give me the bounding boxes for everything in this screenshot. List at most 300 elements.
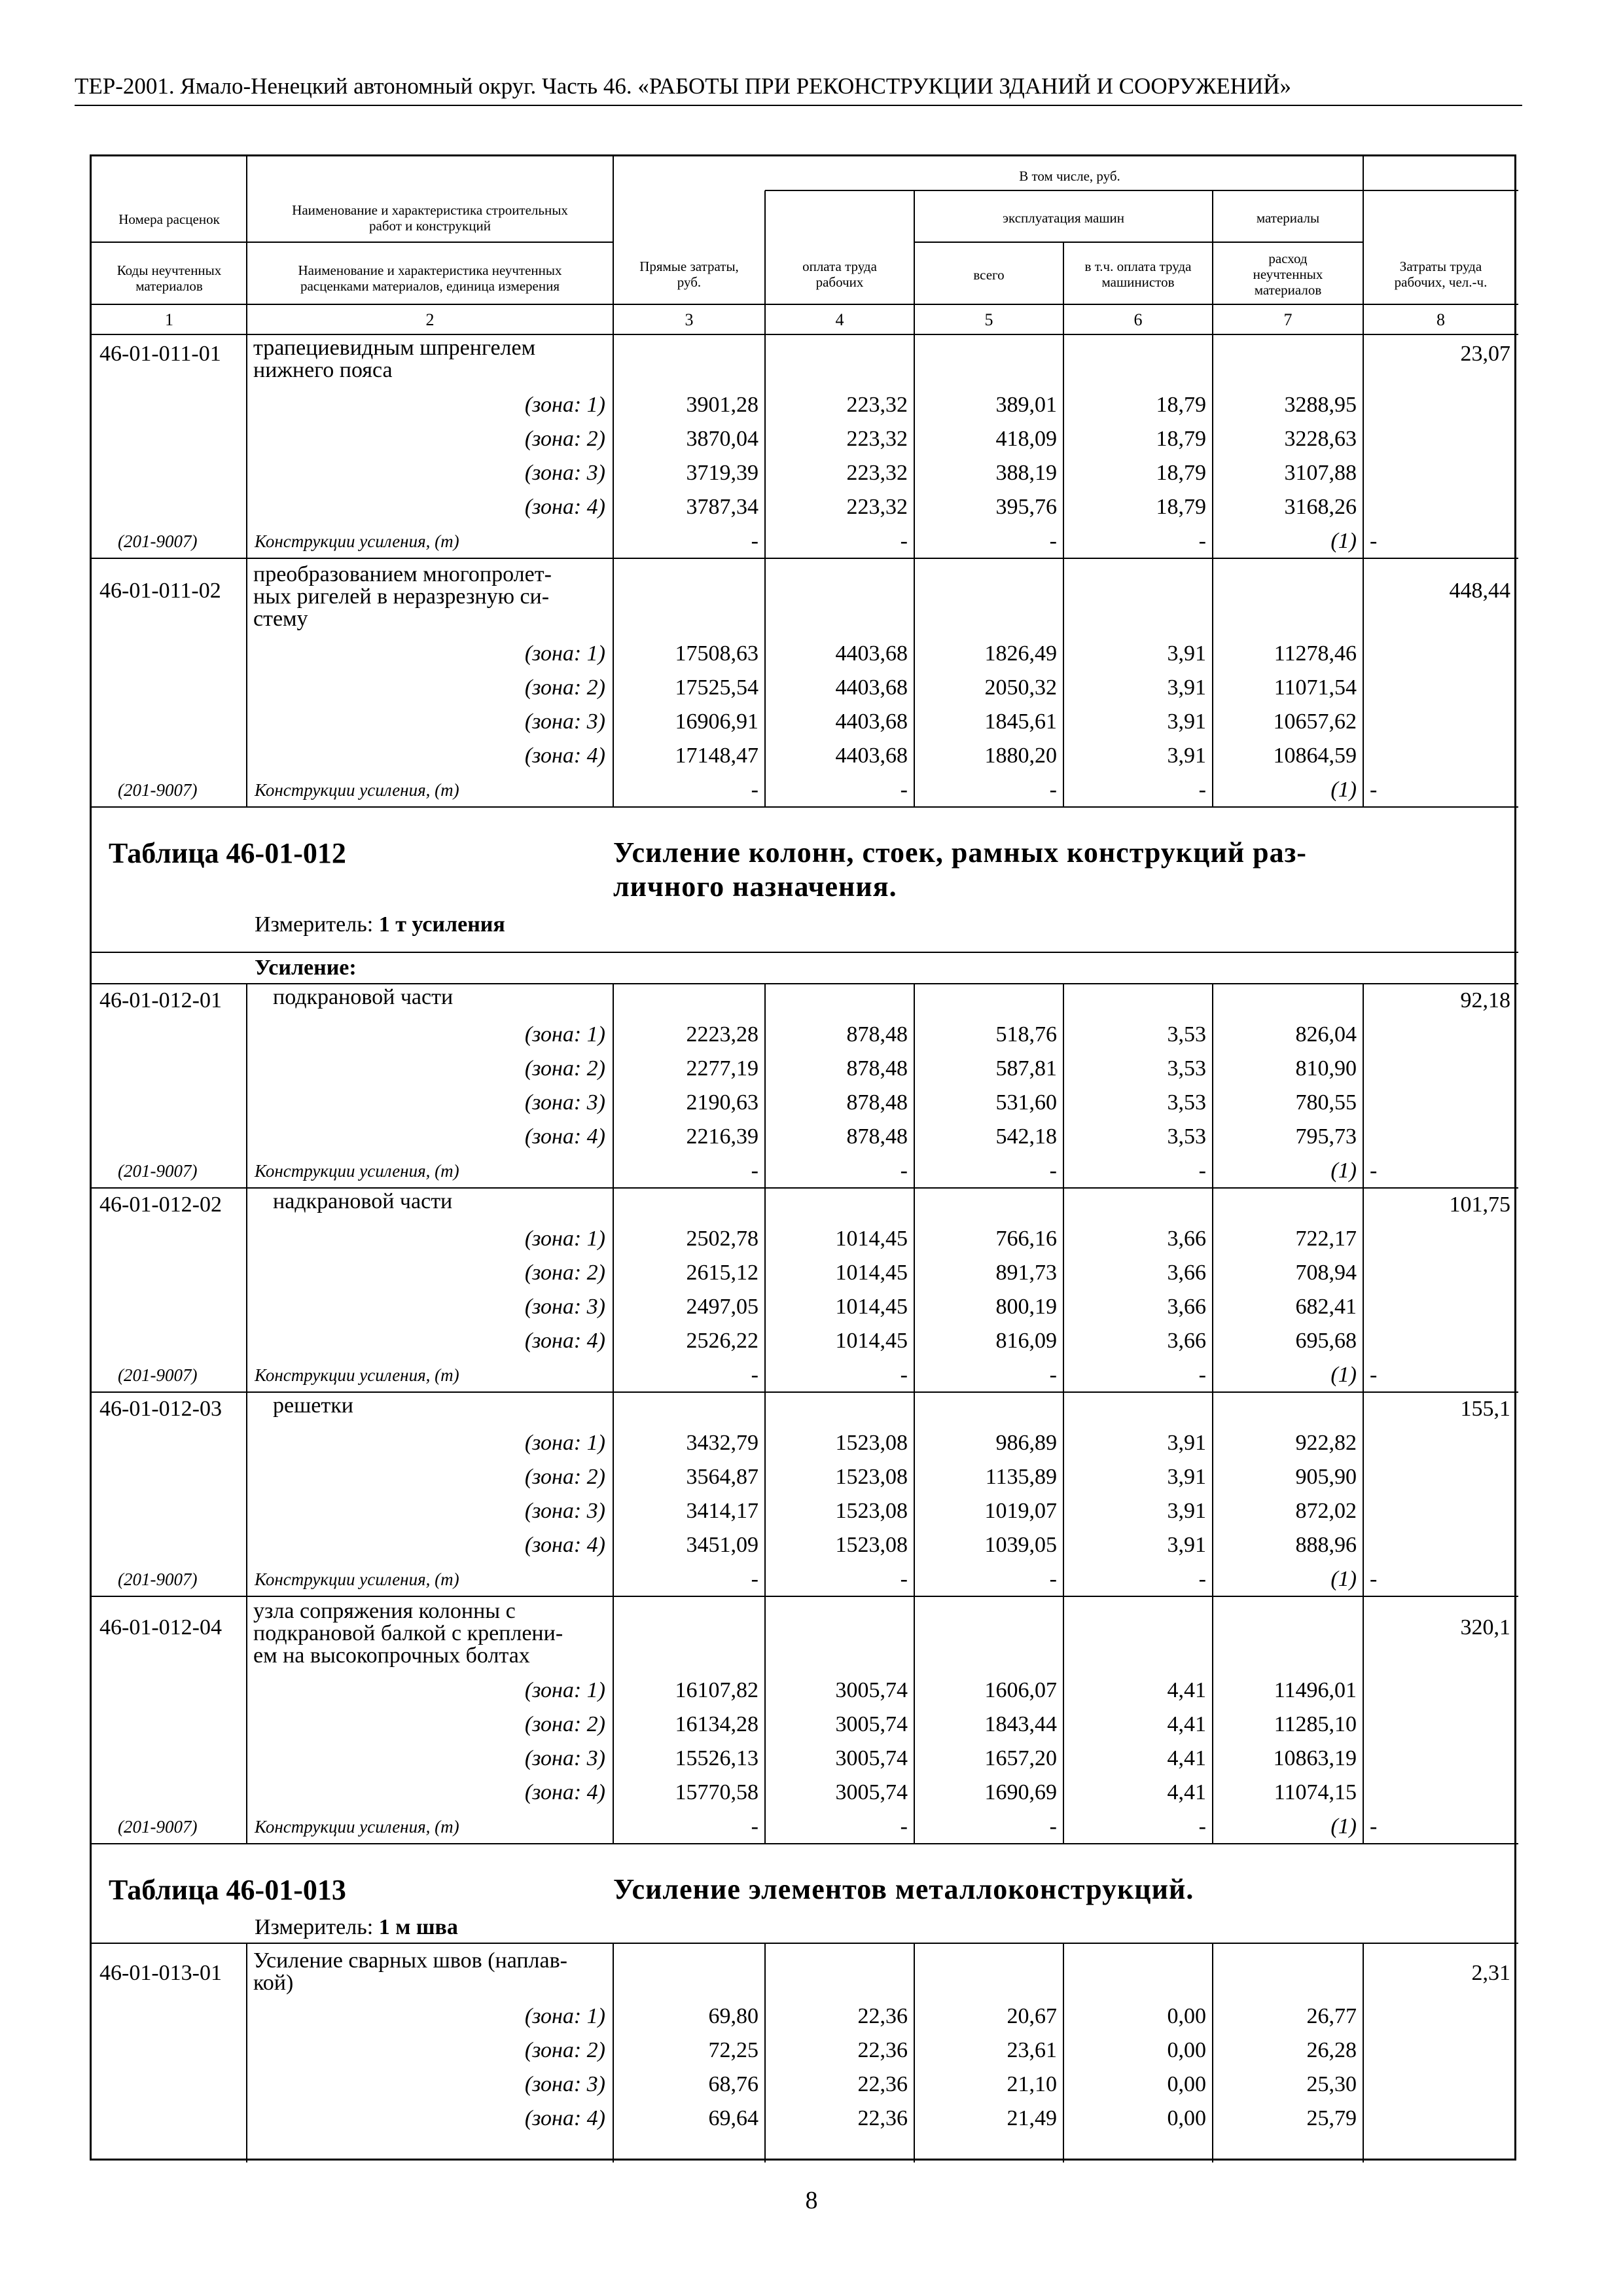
cost-value: 682,41 <box>1295 1295 1357 1319</box>
grid-line <box>92 334 1518 335</box>
grid-line <box>246 984 247 1188</box>
grid-line <box>1063 242 1064 334</box>
grid-line <box>764 190 766 334</box>
price-table <box>90 154 1516 2161</box>
zone-label: (зона: 3) <box>524 461 605 485</box>
cost-value: 10864,59 <box>1273 744 1357 768</box>
column-number: 8 <box>1436 310 1445 329</box>
cost-value: 3414,17 <box>686 1499 758 1523</box>
cost-value: 223,32 <box>846 495 908 519</box>
dash: - <box>1370 1363 1378 1387</box>
dash: - <box>751 1567 758 1591</box>
cost-value: 1014,45 <box>835 1227 908 1251</box>
cost-value: 11278,46 <box>1274 641 1357 666</box>
material-name: Конструкции усиления, (т) <box>255 780 459 800</box>
rate-code: 46-01-012-01 <box>99 988 222 1013</box>
cost-value: 17148,47 <box>675 744 758 768</box>
cost-value: 0,00 <box>1167 2106 1206 2130</box>
cost-value: 389,01 <box>995 393 1057 417</box>
cost-value: 3901,28 <box>686 393 758 417</box>
header-machines: эксплуатация машин <box>1003 210 1124 226</box>
grid-line <box>1363 156 1364 334</box>
grid-line <box>92 952 1518 953</box>
cost-value: 4403,68 <box>835 675 908 700</box>
labor-cost: 2,31 <box>1471 1961 1510 1985</box>
work-name: узла сопряжения колонны с подкрановой балкой с креплени- ем на высокопрочных болтах <box>253 1599 563 1668</box>
cost-value: 3168,26 <box>1284 495 1357 519</box>
cost-value: 25,30 <box>1306 2072 1357 2096</box>
dash: - <box>1198 1363 1206 1387</box>
dash: - <box>1049 1158 1057 1183</box>
cost-value: 69,80 <box>708 2004 758 2028</box>
grid-line <box>1363 1392 1364 1596</box>
cost-value: 223,32 <box>846 461 908 485</box>
cost-value: 25,79 <box>1306 2106 1357 2130</box>
cost-value: 16134,28 <box>675 1712 758 1736</box>
material-code: (201-9007) <box>118 1817 198 1837</box>
rate-code: 46-01-013-01 <box>99 1961 222 1985</box>
grid-line <box>613 1943 614 2162</box>
cost-value: 1014,45 <box>835 1329 908 1353</box>
zone-label: (зона: 2) <box>524 427 605 451</box>
grid-line <box>914 558 915 807</box>
cost-value: 888,96 <box>1295 1533 1357 1557</box>
cost-value: 1606,07 <box>984 1678 1057 1702</box>
grid-line <box>764 1943 766 2162</box>
cost-value: 223,32 <box>846 427 908 451</box>
zone-label: (зона: 1) <box>524 641 605 666</box>
cost-value: 1523,08 <box>835 1533 908 1557</box>
cost-value: 878,48 <box>846 1022 908 1047</box>
cost-value: 17525,54 <box>675 675 758 700</box>
cost-value: 4,41 <box>1167 1746 1206 1770</box>
cost-value: 22,36 <box>857 2038 908 2062</box>
cost-value: 1690,69 <box>984 1780 1057 1804</box>
cost-value: 4,41 <box>1167 1678 1206 1702</box>
measure-unit: 1 т усиления <box>378 912 505 937</box>
cost-value: 905,90 <box>1295 1465 1357 1489</box>
cost-value: 708,94 <box>1295 1261 1357 1285</box>
grid-line <box>764 1596 766 1844</box>
header-group: В том числе, руб. <box>1019 168 1120 184</box>
cost-value: 26,77 <box>1306 2004 1357 2028</box>
grid-line <box>1212 334 1213 558</box>
cost-value: 800,19 <box>995 1295 1057 1319</box>
grid-line <box>92 242 613 243</box>
cost-value: 3288,95 <box>1284 393 1357 417</box>
dash: - <box>1049 778 1057 802</box>
cost-value: 766,16 <box>995 1227 1057 1251</box>
dash: - <box>900 1814 908 1839</box>
material-unit: (1) <box>1330 529 1357 553</box>
grid-line <box>1063 558 1064 807</box>
labor-cost: 320,1 <box>1460 1615 1510 1640</box>
zone-label: (зона: 4) <box>524 744 605 768</box>
material-unit: (1) <box>1330 778 1357 802</box>
grid-line <box>1063 984 1064 1188</box>
table-title: Таблица 46-01-013 <box>109 1874 346 1906</box>
zone-label: (зона: 1) <box>524 1227 605 1251</box>
header-col6: в т.ч. оплата труда машинистов <box>1084 259 1192 290</box>
grid-line <box>92 558 1518 559</box>
grid-line <box>914 1392 915 1596</box>
cost-value: 4403,68 <box>835 709 908 734</box>
grid-line <box>914 242 1363 243</box>
cost-value: 542,18 <box>995 1124 1057 1149</box>
dash: - <box>900 1567 908 1591</box>
cost-value: 1523,08 <box>835 1499 908 1523</box>
cost-value: 816,09 <box>995 1329 1057 1353</box>
grid-line <box>1212 558 1213 807</box>
grid-line <box>246 558 247 807</box>
grid-line <box>1363 1943 1364 2162</box>
cost-value: 3,91 <box>1167 641 1206 666</box>
cost-value: 1843,44 <box>984 1712 1057 1736</box>
material-unit: (1) <box>1330 1158 1357 1183</box>
grid-line <box>246 1188 247 1392</box>
grid-line <box>92 806 1518 808</box>
cost-value: 0,00 <box>1167 2038 1206 2062</box>
grid-line <box>914 984 915 1188</box>
cost-value: 878,48 <box>846 1124 908 1149</box>
dash: - <box>1049 1814 1057 1839</box>
zone-label: (зона: 1) <box>524 393 605 417</box>
table-measure: Измеритель: 1 м шва <box>255 1915 458 1939</box>
column-number: 3 <box>685 310 694 329</box>
cost-value: 0,00 <box>1167 2004 1206 2028</box>
zone-label: (зона: 3) <box>524 1499 605 1523</box>
grid-line <box>92 304 1518 305</box>
work-name: решетки <box>273 1393 353 1418</box>
labor-cost: 92,18 <box>1460 988 1510 1013</box>
cost-value: 518,76 <box>995 1022 1057 1047</box>
dash: - <box>751 778 758 802</box>
cost-value: 2216,39 <box>686 1124 758 1149</box>
cost-value: 3,91 <box>1167 1533 1206 1557</box>
dash: - <box>900 1363 908 1387</box>
rate-code: 46-01-011-02 <box>99 579 221 603</box>
cost-value: 4,41 <box>1167 1712 1206 1736</box>
cost-value: 11496,01 <box>1274 1678 1357 1702</box>
cost-value: 2277,19 <box>686 1056 758 1081</box>
cost-value: 388,19 <box>995 461 1057 485</box>
cost-value: 2050,32 <box>984 675 1057 700</box>
material-name: Конструкции усиления, (т) <box>255 1817 459 1837</box>
cost-value: 826,04 <box>1295 1022 1357 1047</box>
zone-label: (зона: 4) <box>524 1780 605 1804</box>
cost-value: 1019,07 <box>984 1499 1057 1523</box>
cost-value: 3,66 <box>1167 1227 1206 1251</box>
work-name: трапециевидным шпренгелем нижнего пояса <box>253 336 536 382</box>
cost-value: 587,81 <box>995 1056 1057 1081</box>
cost-value: 878,48 <box>846 1056 908 1081</box>
cost-value: 3,91 <box>1167 709 1206 734</box>
cost-value: 395,76 <box>995 495 1057 519</box>
grid-line <box>764 1188 766 1392</box>
cost-value: 3005,74 <box>835 1746 908 1770</box>
cost-value: 18,79 <box>1156 461 1206 485</box>
dash: - <box>1198 778 1206 802</box>
cost-value: 4,41 <box>1167 1780 1206 1804</box>
cost-value: 16107,82 <box>675 1678 758 1702</box>
cost-value: 922,82 <box>1295 1431 1357 1455</box>
zone-label: (зона: 4) <box>524 1124 605 1149</box>
cost-value: 17508,63 <box>675 641 758 666</box>
zone-label: (зона: 3) <box>524 1746 605 1770</box>
cost-value: 10863,19 <box>1273 1746 1357 1770</box>
zone-label: (зона: 1) <box>524 1431 605 1455</box>
cost-value: 3,53 <box>1167 1090 1206 1115</box>
subheading: Усиление: <box>255 956 357 980</box>
dash: - <box>1049 1363 1057 1387</box>
cost-value: 3870,04 <box>686 427 758 451</box>
header-materials: материалы <box>1256 210 1320 226</box>
cost-value: 3,66 <box>1167 1329 1206 1353</box>
grid-line <box>765 190 1518 191</box>
grid-line <box>92 1391 1518 1393</box>
material-name: Конструкции усиления, (т) <box>255 1570 459 1589</box>
dash: - <box>751 529 758 553</box>
header-rule <box>75 105 1522 106</box>
cost-value: 1657,20 <box>984 1746 1057 1770</box>
zone-label: (зона: 2) <box>524 2038 605 2062</box>
cost-value: 722,17 <box>1295 1227 1357 1251</box>
grid-line <box>613 1596 614 1844</box>
cost-value: 3,91 <box>1167 1499 1206 1523</box>
grid-line <box>764 1392 766 1596</box>
cost-value: 223,32 <box>846 393 908 417</box>
cost-value: 3,91 <box>1167 675 1206 700</box>
grid-line <box>914 1188 915 1392</box>
cost-value: 20,67 <box>1007 2004 1057 2028</box>
table-measure: Измеритель: 1 т усиления <box>255 912 505 937</box>
grid-line <box>92 1943 1518 1944</box>
dash: - <box>1370 1158 1378 1183</box>
cost-value: 3228,63 <box>1284 427 1357 451</box>
grid-line <box>1363 1596 1364 1844</box>
work-name: подкрановой части <box>273 985 454 1009</box>
table-title: Таблица 46-01-012 <box>109 837 346 869</box>
cost-value: 1014,45 <box>835 1295 908 1319</box>
cost-value: 1880,20 <box>984 744 1057 768</box>
cost-value: 2190,63 <box>686 1090 758 1115</box>
cost-value: 891,73 <box>995 1261 1057 1285</box>
table-description: Усиление элементов металлоконструкций. <box>613 1873 1194 1905</box>
dash: - <box>1198 1814 1206 1839</box>
header-col2-bottom: Наименование и характеристика неучтенных расценками материалов, единица измерения <box>298 262 562 294</box>
work-name: Усиление сварных швов (наплав- кой) <box>253 1948 567 1995</box>
cost-value: 3,53 <box>1167 1124 1206 1149</box>
rate-code: 46-01-012-04 <box>99 1615 222 1640</box>
labor-cost: 448,44 <box>1449 579 1510 603</box>
cost-value: 72,25 <box>708 2038 758 2062</box>
zone-label: (зона: 3) <box>524 1090 605 1115</box>
cost-value: 11074,15 <box>1274 1780 1357 1804</box>
material-code: (201-9007) <box>118 531 198 551</box>
header-col1-bottom: Коды неучтенных материалов <box>116 262 222 294</box>
cost-value: 795,73 <box>1295 1124 1357 1149</box>
labor-cost: 101,75 <box>1449 1193 1510 1217</box>
cost-value: 3,53 <box>1167 1056 1206 1081</box>
dash: - <box>1049 1567 1057 1591</box>
header-col5: всего <box>973 267 1005 283</box>
page-number: 8 <box>805 2187 818 2214</box>
material-code: (201-9007) <box>118 1570 198 1589</box>
grid-line <box>1212 984 1213 1188</box>
grid-line <box>92 1596 1518 1597</box>
cost-value: 4403,68 <box>835 641 908 666</box>
zone-label: (зона: 3) <box>524 2072 605 2096</box>
dash: - <box>900 1158 908 1183</box>
rate-code: 46-01-012-03 <box>99 1397 222 1421</box>
cost-value: 695,68 <box>1295 1329 1357 1353</box>
grid-line <box>1212 1392 1213 1596</box>
labor-cost: 155,1 <box>1460 1397 1510 1421</box>
cost-value: 3,91 <box>1167 1431 1206 1455</box>
cost-value: 2497,05 <box>686 1295 758 1319</box>
zone-label: (зона: 4) <box>524 1533 605 1557</box>
grid-line <box>613 558 614 807</box>
material-unit: (1) <box>1330 1363 1357 1387</box>
cost-value: 3787,34 <box>686 495 758 519</box>
cost-value: 3432,79 <box>686 1431 758 1455</box>
zone-label: (зона: 2) <box>524 675 605 700</box>
cost-value: 18,79 <box>1156 495 1206 519</box>
cost-value: 3005,74 <box>835 1712 908 1736</box>
zone-label: (зона: 1) <box>524 2004 605 2028</box>
header-col2-top: Наименование и характеристика строительных работ и конструкций <box>292 202 568 234</box>
cost-value: 3719,39 <box>686 461 758 485</box>
header-col8: Затраты труда рабочих, чел.-ч. <box>1394 259 1488 290</box>
grid-line <box>1063 1943 1064 2162</box>
grid-line <box>92 1187 1518 1189</box>
dash: - <box>1198 1158 1206 1183</box>
grid-line <box>92 983 1518 984</box>
grid-line <box>764 334 766 558</box>
cost-value: 3,91 <box>1167 744 1206 768</box>
grid-line <box>92 1843 1518 1844</box>
zone-label: (зона: 1) <box>524 1678 605 1702</box>
grid-line <box>613 156 614 334</box>
grid-line <box>914 190 915 334</box>
header-col7: расход неучтенных материалов <box>1253 251 1323 298</box>
cost-value: 2223,28 <box>686 1022 758 1047</box>
material-unit: (1) <box>1330 1567 1357 1591</box>
zone-label: (зона: 1) <box>524 1022 605 1047</box>
cost-value: 3,66 <box>1167 1295 1206 1319</box>
material-name: Конструкции усиления, (т) <box>255 531 459 551</box>
grid-line <box>1063 334 1064 558</box>
cost-value: 1039,05 <box>984 1533 1057 1557</box>
grid-line <box>914 1596 915 1844</box>
cost-value: 15526,13 <box>675 1746 758 1770</box>
grid-line <box>1212 190 1213 334</box>
zone-label: (зона: 4) <box>524 1329 605 1353</box>
zone-label: (зона: 2) <box>524 1261 605 1285</box>
grid-line <box>1063 1188 1064 1392</box>
material-code: (201-9007) <box>118 780 198 800</box>
grid-line <box>613 1392 614 1596</box>
cost-value: 3564,87 <box>686 1465 758 1489</box>
zone-label: (зона: 4) <box>524 2106 605 2130</box>
grid-line <box>1363 984 1364 1188</box>
dash: - <box>751 1814 758 1839</box>
cost-value: 531,60 <box>995 1090 1057 1115</box>
cost-value: 810,90 <box>1295 1056 1357 1081</box>
cost-value: 2615,12 <box>686 1261 758 1285</box>
grid-line <box>1363 1188 1364 1392</box>
cost-value: 26,28 <box>1306 2038 1357 2062</box>
zone-label: (зона: 3) <box>524 709 605 734</box>
header-col4: оплата труда рабочих <box>802 259 877 290</box>
cost-value: 15770,58 <box>675 1780 758 1804</box>
grid-line <box>914 1943 915 2162</box>
grid-line <box>1212 1943 1213 2162</box>
dash: - <box>1198 529 1206 553</box>
cost-value: 22,36 <box>857 2072 908 2096</box>
header-col1-top: Номера расценок <box>118 211 220 227</box>
cost-value: 68,76 <box>708 2072 758 2096</box>
cost-value: 878,48 <box>846 1090 908 1115</box>
grid-line <box>764 984 766 1188</box>
column-number: 7 <box>1283 310 1293 329</box>
dash: - <box>1049 529 1057 553</box>
cost-value: 1135,89 <box>985 1465 1057 1489</box>
cost-value: 3,53 <box>1167 1022 1206 1047</box>
grid-line <box>246 156 247 334</box>
zone-label: (зона: 2) <box>524 1712 605 1736</box>
cost-value: 69,64 <box>708 2106 758 2130</box>
cost-value: 1523,08 <box>835 1465 908 1489</box>
grid-line <box>613 1188 614 1392</box>
grid-line <box>246 334 247 558</box>
dash: - <box>900 778 908 802</box>
grid-line <box>1063 1392 1064 1596</box>
cost-value: 23,61 <box>1007 2038 1057 2062</box>
dash: - <box>1370 1567 1378 1591</box>
cost-value: 872,02 <box>1295 1499 1357 1523</box>
dash: - <box>751 1158 758 1183</box>
cost-value: 10657,62 <box>1273 709 1357 734</box>
cost-value: 18,79 <box>1156 393 1206 417</box>
cost-value: 780,55 <box>1295 1090 1357 1115</box>
cost-value: 3,66 <box>1167 1261 1206 1285</box>
cost-value: 11071,54 <box>1274 675 1357 700</box>
material-name: Конструкции усиления, (т) <box>255 1161 459 1181</box>
material-name: Конструкции усиления, (т) <box>255 1365 459 1385</box>
column-number: 4 <box>835 310 844 329</box>
cost-value: 2526,22 <box>686 1329 758 1353</box>
header-col3: Прямые затраты, руб. <box>639 259 739 290</box>
cost-value: 418,09 <box>995 427 1057 451</box>
cost-value: 2502,78 <box>686 1227 758 1251</box>
rate-code: 46-01-011-01 <box>99 342 221 366</box>
work-name: надкрановой части <box>273 1189 453 1213</box>
grid-line <box>246 1596 247 1844</box>
grid-line <box>1063 1596 1064 1844</box>
cost-value: 11285,10 <box>1274 1712 1357 1736</box>
cost-value: 1014,45 <box>835 1261 908 1285</box>
grid-line <box>1363 334 1364 558</box>
material-code: (201-9007) <box>118 1365 198 1385</box>
cost-value: 3,91 <box>1167 1465 1206 1489</box>
zone-label: (зона: 2) <box>524 1056 605 1081</box>
cost-value: 986,89 <box>995 1431 1057 1455</box>
grid-line <box>1212 1188 1213 1392</box>
grid-line <box>246 1392 247 1596</box>
grid-line <box>764 558 766 807</box>
dash: - <box>1370 1814 1378 1839</box>
